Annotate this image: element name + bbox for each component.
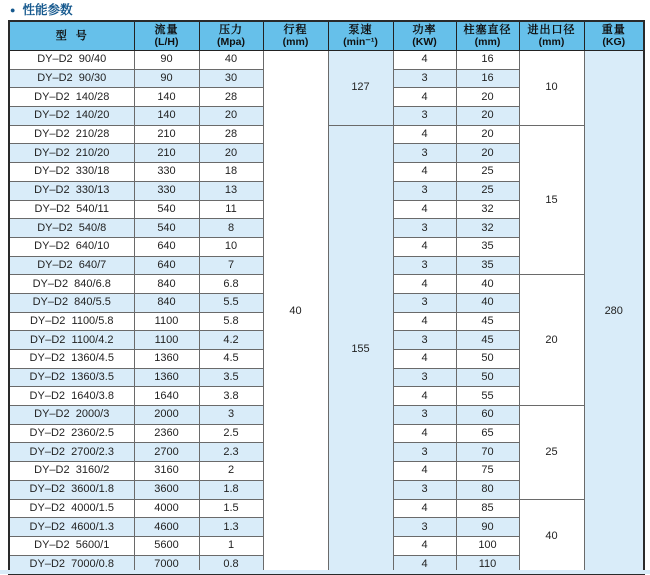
cell-pressure: 1 <box>199 536 263 555</box>
cell-power: 4 <box>393 237 456 256</box>
cell-flow: 640 <box>134 256 199 275</box>
cell-model: DY–D2 4000/1.5 <box>9 499 134 518</box>
cell-model: DY–D2 1100/4.2 <box>9 331 134 350</box>
cell-pressure: 1.3 <box>199 518 263 537</box>
column-header-pressure: 压力 (Mpa) <box>199 21 263 51</box>
cell-model: DY–D2 1360/3.5 <box>9 368 134 387</box>
performance-parameters-table <box>8 20 645 575</box>
cell-port: 20 <box>519 275 584 406</box>
cell-power: 3 <box>393 518 456 537</box>
cell-plunger: 45 <box>456 312 519 331</box>
cell-model: DY–D2 2700/2.3 <box>9 443 134 462</box>
column-header-model: 型 号 <box>9 21 134 51</box>
cell-power: 4 <box>393 312 456 331</box>
cell-stroke: 40 <box>263 51 328 574</box>
cell-pressure: 3.5 <box>199 368 263 387</box>
cell-plunger: 25 <box>456 181 519 200</box>
cell-model: DY–D2 840/5.5 <box>9 293 134 312</box>
cell-flow: 4000 <box>134 499 199 518</box>
cell-flow: 840 <box>134 275 199 294</box>
cell-flow: 540 <box>134 200 199 219</box>
cell-power: 4 <box>393 125 456 144</box>
cell-model: DY–D2 210/20 <box>9 144 134 163</box>
column-header-flow: 流量 (L/H) <box>134 21 199 51</box>
cell-power: 3 <box>393 406 456 425</box>
cell-power: 4 <box>393 275 456 294</box>
cell-model: DY–D2 5600/1 <box>9 536 134 555</box>
cell-model: DY–D2 2360/2.5 <box>9 424 134 443</box>
cell-power: 3 <box>393 69 456 88</box>
cell-model: DY–D2 540/11 <box>9 200 134 219</box>
column-header-plunger: 柱塞直径 (mm) <box>456 21 519 51</box>
cell-model: DY–D2 3160/2 <box>9 462 134 481</box>
cell-flow: 3600 <box>134 480 199 499</box>
cell-plunger: 90 <box>456 518 519 537</box>
cell-plunger: 40 <box>456 293 519 312</box>
cell-plunger: 32 <box>456 200 519 219</box>
cell-pressure: 1.8 <box>199 480 263 499</box>
cell-speed: 155 <box>328 125 393 574</box>
cell-pressure: 2.5 <box>199 424 263 443</box>
cell-model: DY–D2 840/6.8 <box>9 275 134 294</box>
cell-flow: 1360 <box>134 350 199 369</box>
cell-plunger: 16 <box>456 51 519 70</box>
cell-power: 3 <box>393 256 456 275</box>
cell-plunger: 85 <box>456 499 519 518</box>
cell-pressure: 40 <box>199 51 263 70</box>
cell-flow: 640 <box>134 237 199 256</box>
cell-plunger: 20 <box>456 88 519 107</box>
cell-model: DY–D2 90/30 <box>9 69 134 88</box>
table-row <box>9 51 644 70</box>
cell-power: 4 <box>393 462 456 481</box>
cell-flow: 540 <box>134 219 199 238</box>
cell-flow: 140 <box>134 107 199 126</box>
cell-plunger: 75 <box>456 462 519 481</box>
cell-plunger: 40 <box>456 275 519 294</box>
cell-flow: 2360 <box>134 424 199 443</box>
cell-flow: 3160 <box>134 462 199 481</box>
cell-flow: 140 <box>134 88 199 107</box>
column-header-stroke: 行程 (mm) <box>263 21 328 51</box>
cell-pressure: 6.8 <box>199 275 263 294</box>
cell-speed: 127 <box>328 51 393 126</box>
cell-power: 4 <box>393 51 456 70</box>
cell-pressure: 28 <box>199 125 263 144</box>
cell-model: DY–D2 540/8 <box>9 219 134 238</box>
cell-pressure: 4.5 <box>199 350 263 369</box>
cell-flow: 210 <box>134 144 199 163</box>
table-header <box>9 21 644 51</box>
cell-flow: 2000 <box>134 406 199 425</box>
cell-power: 3 <box>393 293 456 312</box>
cell-plunger: 25 <box>456 163 519 182</box>
cell-pressure: 5.5 <box>199 293 263 312</box>
cell-port: 15 <box>519 125 584 275</box>
cell-power: 4 <box>393 555 456 574</box>
cell-plunger: 60 <box>456 406 519 425</box>
cell-model: DY–D2 2000/3 <box>9 406 134 425</box>
cell-power: 4 <box>393 387 456 406</box>
cell-pressure: 30 <box>199 69 263 88</box>
section-title <box>10 1 72 17</box>
cell-pressure: 8 <box>199 219 263 238</box>
cell-power: 3 <box>393 480 456 499</box>
cell-flow: 210 <box>134 125 199 144</box>
bottom-band <box>0 570 650 574</box>
cell-pressure: 0.8 <box>199 555 263 574</box>
section-title-text: 性能参数 <box>22 3 73 17</box>
cell-plunger: 65 <box>456 424 519 443</box>
cell-pressure: 2.3 <box>199 443 263 462</box>
cell-weight: 280 <box>584 51 644 574</box>
cell-power: 4 <box>393 88 456 107</box>
cell-plunger: 80 <box>456 480 519 499</box>
cell-power: 4 <box>393 536 456 555</box>
cell-plunger: 45 <box>456 331 519 350</box>
column-header-power: 功率 (KW) <box>393 21 456 51</box>
cell-model: DY–D2 90/40 <box>9 51 134 70</box>
cell-model: DY–D2 1100/5.8 <box>9 312 134 331</box>
cell-model: DY–D2 1640/3.8 <box>9 387 134 406</box>
cell-plunger: 32 <box>456 219 519 238</box>
cell-pressure: 20 <box>199 144 263 163</box>
cell-pressure: 11 <box>199 200 263 219</box>
cell-plunger: 35 <box>456 256 519 275</box>
cell-plunger: 70 <box>456 443 519 462</box>
cell-model: DY–D2 140/20 <box>9 107 134 126</box>
cell-power: 3 <box>393 107 456 126</box>
cell-power: 4 <box>393 350 456 369</box>
cell-pressure: 7 <box>199 256 263 275</box>
cell-pressure: 1.5 <box>199 499 263 518</box>
cell-model: DY–D2 330/18 <box>9 163 134 182</box>
cell-plunger: 20 <box>456 107 519 126</box>
cell-plunger: 100 <box>456 536 519 555</box>
cell-power: 3 <box>393 181 456 200</box>
cell-pressure: 28 <box>199 88 263 107</box>
cell-plunger: 16 <box>456 69 519 88</box>
cell-power: 3 <box>393 368 456 387</box>
cell-model: DY–D2 640/10 <box>9 237 134 256</box>
cell-model: DY–D2 140/28 <box>9 88 134 107</box>
cell-plunger: 35 <box>456 237 519 256</box>
cell-flow: 90 <box>134 69 199 88</box>
cell-power: 3 <box>393 219 456 238</box>
cell-model: DY–D2 7000/0.8 <box>9 555 134 574</box>
cell-flow: 330 <box>134 163 199 182</box>
cell-plunger: 110 <box>456 555 519 574</box>
cell-flow: 4600 <box>134 518 199 537</box>
cell-pressure: 2 <box>199 462 263 481</box>
cell-model: DY–D2 3600/1.8 <box>9 480 134 499</box>
cell-flow: 1100 <box>134 312 199 331</box>
cell-flow: 840 <box>134 293 199 312</box>
cell-pressure: 3.8 <box>199 387 263 406</box>
cell-plunger: 55 <box>456 387 519 406</box>
cell-port: 40 <box>519 499 584 574</box>
bullet-icon: ● <box>10 4 16 15</box>
cell-pressure: 20 <box>199 107 263 126</box>
cell-power: 4 <box>393 163 456 182</box>
cell-plunger: 20 <box>456 125 519 144</box>
cell-pressure: 10 <box>199 237 263 256</box>
cell-model: DY–D2 330/13 <box>9 181 134 200</box>
cell-model: DY–D2 1360/4.5 <box>9 350 134 369</box>
cell-flow: 1640 <box>134 387 199 406</box>
header-row <box>9 21 644 51</box>
cell-port: 25 <box>519 406 584 499</box>
column-header-weight: 重量 (KG) <box>584 21 644 51</box>
cell-plunger: 20 <box>456 144 519 163</box>
cell-flow: 1100 <box>134 331 199 350</box>
cell-flow: 330 <box>134 181 199 200</box>
cell-model: DY–D2 4600/1.3 <box>9 518 134 537</box>
cell-pressure: 5.8 <box>199 312 263 331</box>
cell-flow: 7000 <box>134 555 199 574</box>
cell-power: 3 <box>393 443 456 462</box>
cell-plunger: 50 <box>456 368 519 387</box>
cell-power: 4 <box>393 424 456 443</box>
cell-pressure: 4.2 <box>199 331 263 350</box>
cell-port: 10 <box>519 51 584 126</box>
cell-flow: 90 <box>134 51 199 70</box>
cell-power: 3 <box>393 331 456 350</box>
cell-model: DY–D2 210/28 <box>9 125 134 144</box>
cell-model: DY–D2 640/7 <box>9 256 134 275</box>
cell-power: 4 <box>393 200 456 219</box>
column-header-speed: 泵速 (min⁻¹) <box>328 21 393 51</box>
cell-power: 3 <box>393 144 456 163</box>
cell-pressure: 3 <box>199 406 263 425</box>
cell-pressure: 18 <box>199 163 263 182</box>
column-header-port: 进出口径 (mm) <box>519 21 584 51</box>
cell-power: 4 <box>393 499 456 518</box>
cell-flow: 1360 <box>134 368 199 387</box>
cell-pressure: 13 <box>199 181 263 200</box>
cell-flow: 5600 <box>134 536 199 555</box>
table-body <box>9 51 644 574</box>
cell-flow: 2700 <box>134 443 199 462</box>
cell-plunger: 50 <box>456 350 519 369</box>
